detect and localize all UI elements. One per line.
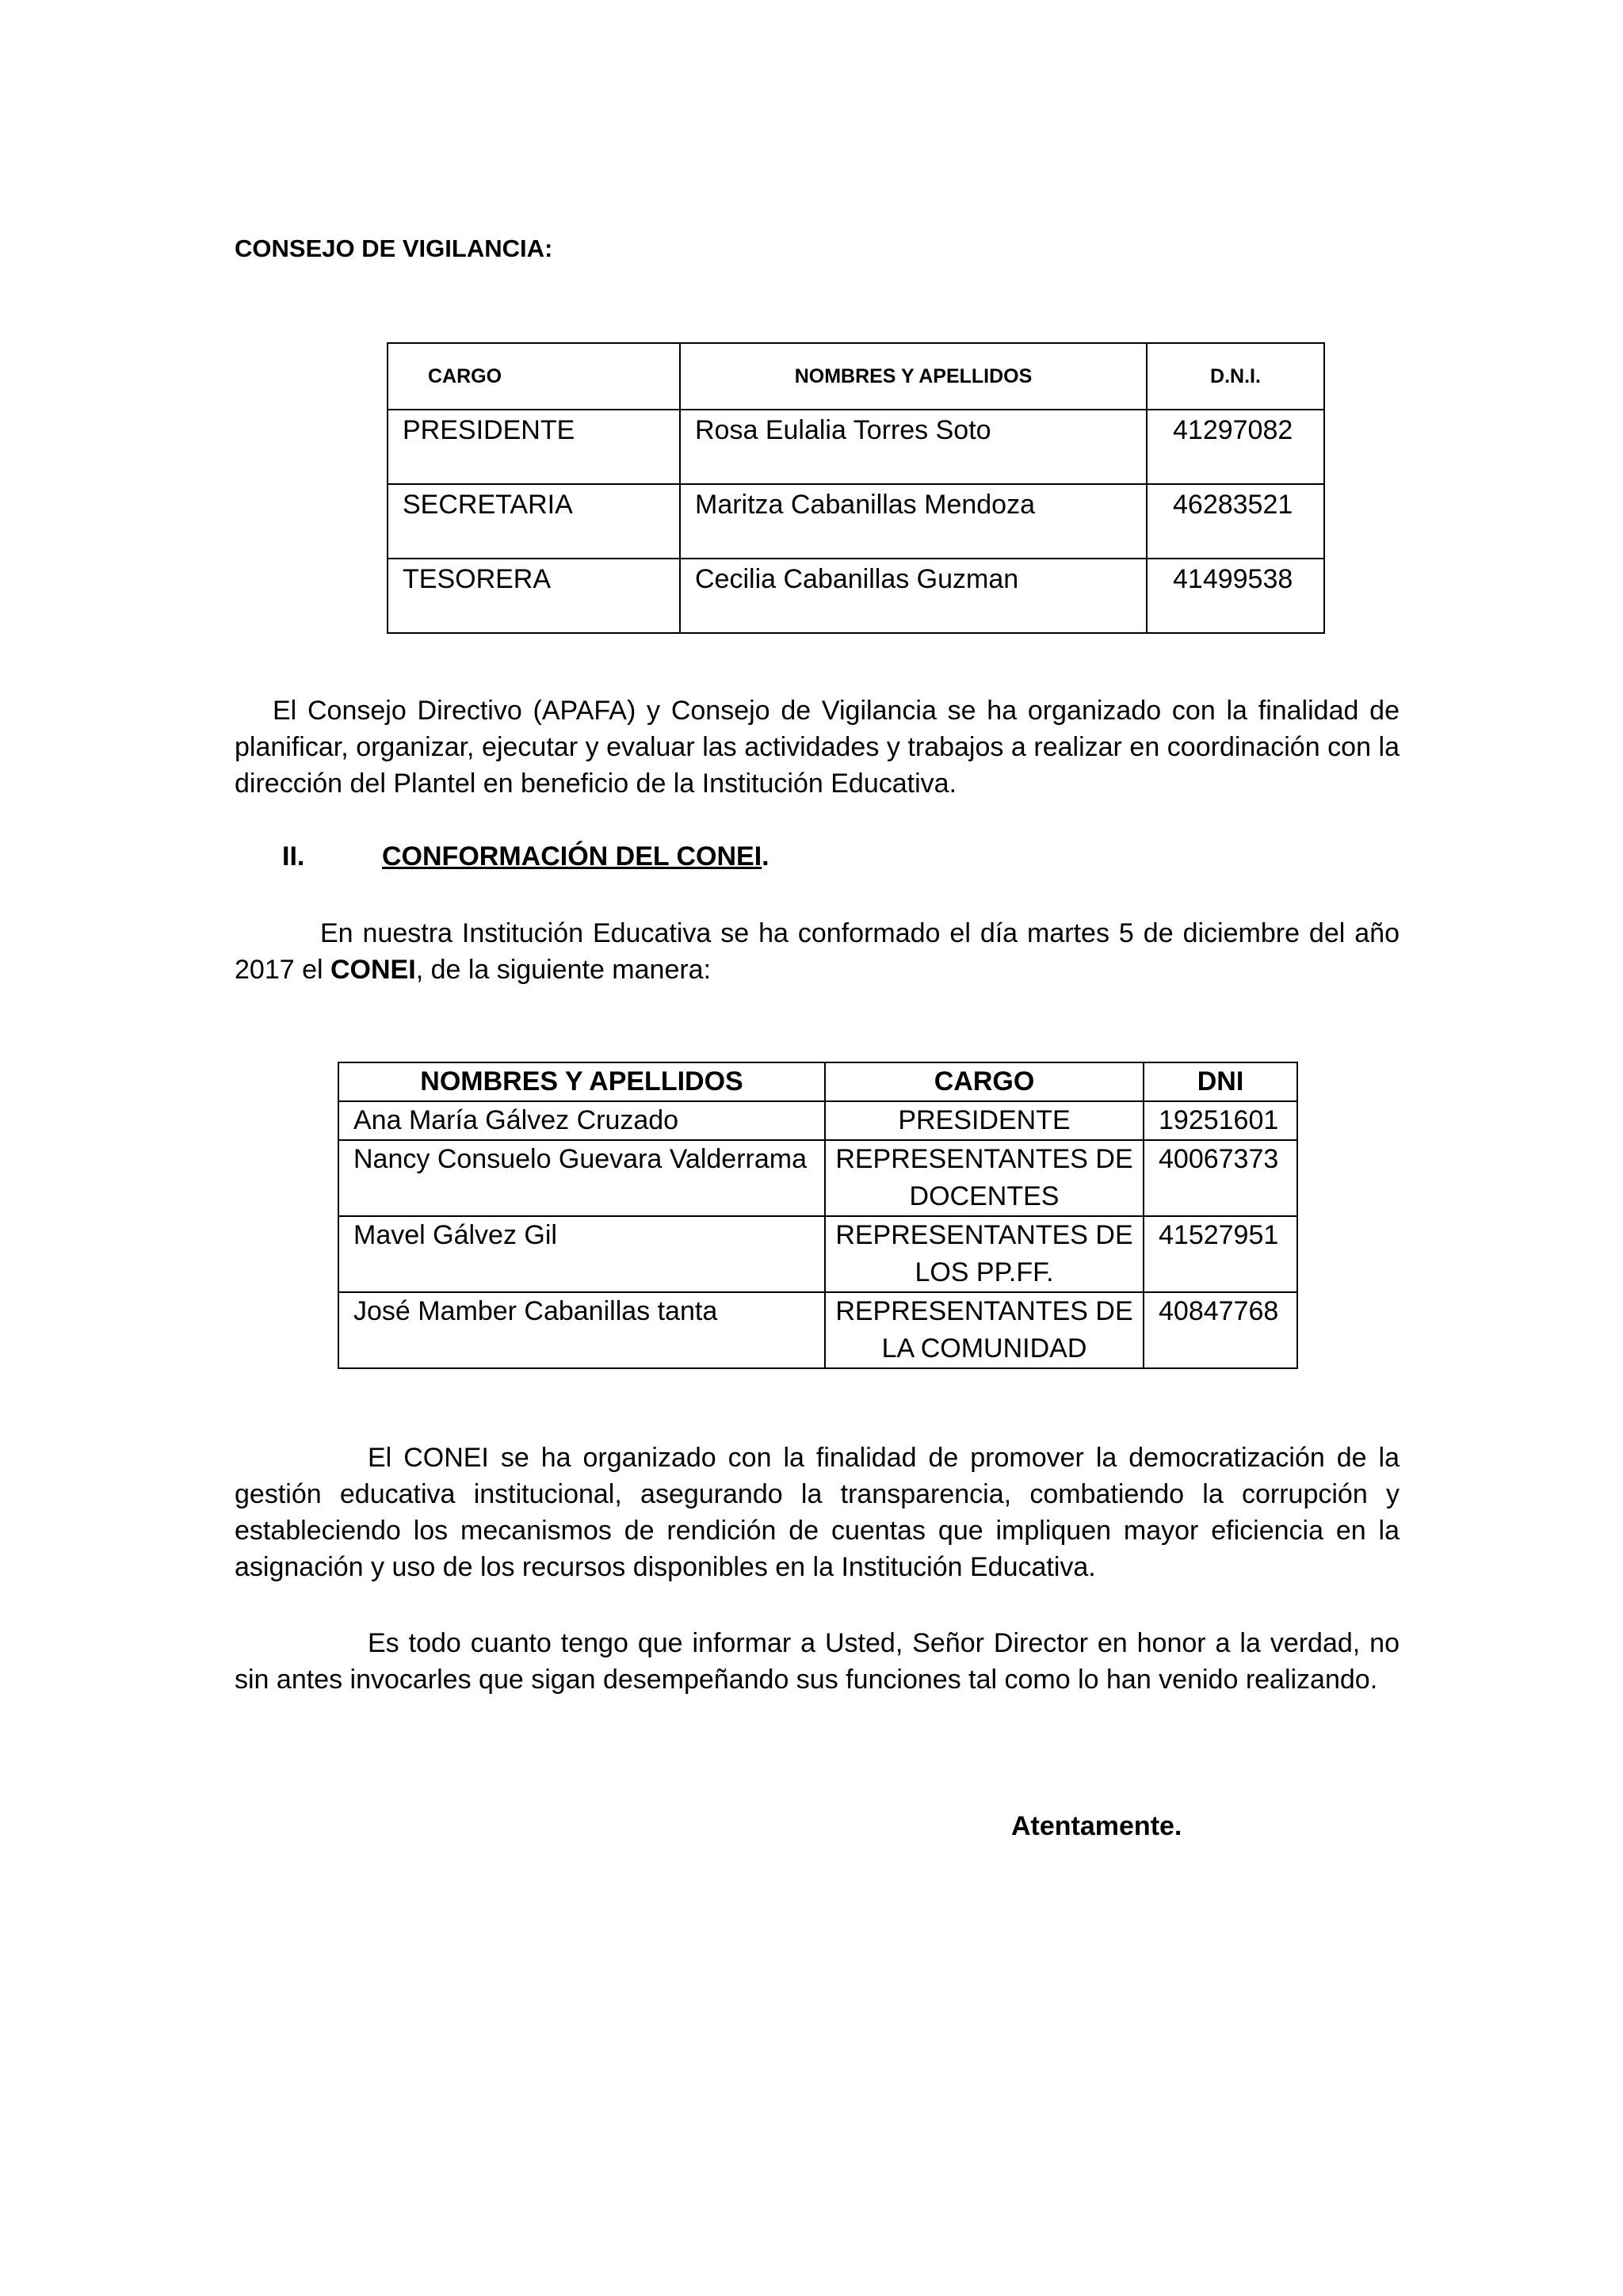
cell-dni: 40847768 (1144, 1292, 1297, 1368)
cell-cargo: REPRESENTANTES DE LOS PP.FF. (825, 1216, 1144, 1292)
cell-dni: 41499538 (1147, 559, 1324, 633)
cell-nombre: Ana María Gálvez Cruzado (338, 1101, 825, 1140)
paragraph-conformacion-after: , de la siguiente manera: (415, 955, 712, 985)
paragraph-apafa (235, 692, 1400, 802)
section-title-suffix: . (762, 841, 769, 871)
cell-cargo: REPRESENTANTES DE LA COMUNIDAD (825, 1292, 1144, 1368)
cell-cargo: PRESIDENTE (825, 1101, 1144, 1140)
section-heading-conei (282, 841, 769, 872)
paragraph-informe-text: Es todo cuanto tengo que informar a Usted, Señor Director en honor a la verdad, no sin antes invocarles que sigan desempeñando sus funciones tal como lo han venido realizando. (235, 1628, 1400, 1695)
table-row (388, 410, 1324, 484)
table-row (338, 1292, 1297, 1368)
cell-nombre: Maritza Cabanillas Mendoza (680, 484, 1147, 559)
cell-nombre: José Mamber Cabanillas tanta (338, 1292, 825, 1368)
table-row (388, 484, 1324, 559)
cell-cargo: REPRESENTANTES DE DOCENTES (825, 1140, 1144, 1216)
cell-nombre: Cecilia Cabanillas Guzman (680, 559, 1147, 633)
section-title-vigilancia: CONSEJO DE VIGILANCIA: (235, 235, 553, 262)
column-header-dni: DNI (1144, 1062, 1297, 1101)
cell-cargo: TESORERA (388, 559, 680, 633)
column-header-dni: D.N.I. (1147, 343, 1324, 410)
cell-nombre: Nancy Consuelo Guevara Valderrama (338, 1140, 825, 1216)
cell-dni: 40067373 (1144, 1140, 1297, 1216)
table-header-row (338, 1062, 1297, 1101)
cell-dni: 41297082 (1147, 410, 1324, 484)
column-header-cargo: CARGO (388, 343, 680, 410)
table-row (338, 1101, 1297, 1140)
conei-table (338, 1062, 1298, 1369)
paragraph-conformacion (235, 915, 1400, 988)
cell-nombre: Mavel Gálvez Gil (338, 1216, 825, 1292)
cell-nombre: Rosa Eulalia Torres Soto (680, 410, 1147, 484)
cell-dni: 41527951 (1144, 1216, 1297, 1292)
vigilancia-table (387, 342, 1325, 634)
cell-cargo: SECRETARIA (388, 484, 680, 559)
cell-dni: 19251601 (1144, 1101, 1297, 1140)
table-row (388, 559, 1324, 633)
column-header-nombres: NOMBRES Y APELLIDOS (338, 1062, 825, 1101)
cell-cargo: PRESIDENTE (388, 410, 680, 484)
section-number: II. (282, 841, 305, 871)
paragraph-informe (235, 1625, 1400, 1698)
column-header-nombres: NOMBRES Y APELLIDOS (680, 343, 1147, 410)
table-header-row (388, 343, 1324, 410)
paragraph-conformacion-before: En nuestra Institución Educativa se ha conformado el día martes 5 de diciembre del año 2017 el (235, 918, 1400, 985)
closing-signoff: Atentamente. (1011, 1811, 1182, 1841)
table-row (338, 1216, 1297, 1292)
cell-dni: 46283521 (1147, 484, 1324, 559)
paragraph-conformacion-bold: CONEI (330, 955, 416, 985)
paragraph-conei-finalidad (235, 1440, 1400, 1585)
column-header-cargo: CARGO (825, 1062, 1144, 1101)
paragraph-apafa-text: El Consejo Directivo (APAFA) y Consejo de Vigilancia se ha organizado con la finalidad de planificar, organizar, ejecutar y evaluar las actividades y trabajos a realizar en coordinación con la dirección del Plantel en beneficio de la Institución Educativa. (235, 696, 1400, 799)
section-title: CONFORMACIÓN DEL CONEI (382, 841, 762, 871)
paragraph-conei-finalidad-text: El CONEI se ha organizado con la finalidad de promover la democratización de la gestión educativa institucional, asegurando la transparencia, combatiendo la corrupción y estableciendo los mecanismos de rendición de cuentas que impliquen mayor eficiencia en la asignación y uso de los recursos disponibles en la Institución Educativa. (235, 1443, 1400, 1582)
table-row (338, 1140, 1297, 1216)
